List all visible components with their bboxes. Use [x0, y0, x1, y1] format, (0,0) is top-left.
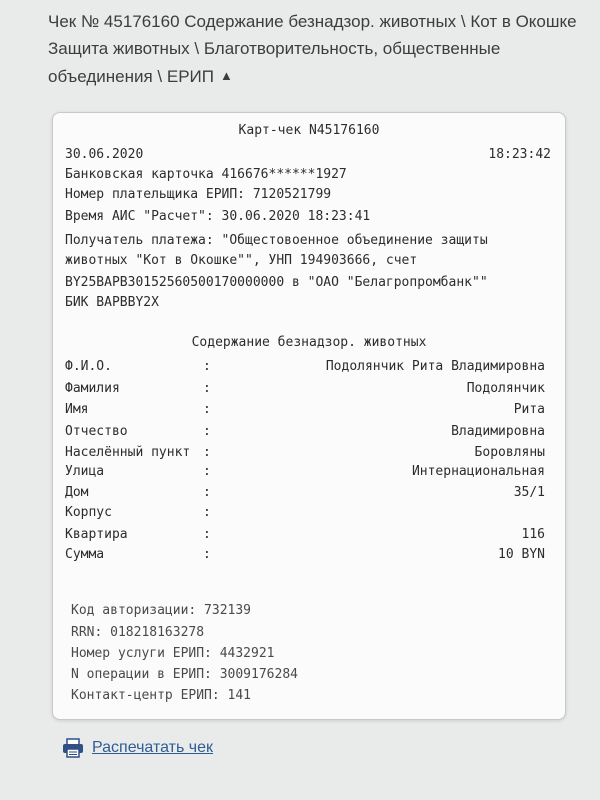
field-value: 35/1 [513, 485, 545, 500]
field-row-street [65, 462, 545, 482]
field-value: Интернациональная [411, 464, 545, 479]
field-value: 116 [521, 527, 545, 542]
field-label: Улица [65, 464, 105, 479]
rrn-line: RRN: 018218163278 [71, 625, 205, 640]
auth-code-line: Код авторизации: 732139 [71, 603, 252, 618]
field-row-house [65, 483, 545, 503]
receipt-date: 30.06.2020 [65, 147, 144, 162]
field-colon: : [203, 485, 211, 500]
field-row-patronymic [65, 422, 545, 442]
field-colon: : [203, 445, 211, 460]
caret-up-icon[interactable]: ▲ [219, 68, 233, 83]
recipient-line-4: БИК BAPBBY2X [65, 295, 159, 310]
field-label: Корпус [65, 505, 112, 520]
field-colon: : [203, 424, 211, 439]
service-number-line: Номер услуги ЕРИП: 4432921 [71, 646, 275, 661]
field-label: Населённый пункт [65, 445, 191, 460]
payer-number-line: Номер плательщика ЕРИП: 7120521799 [65, 187, 332, 202]
header-title-line-1: Чек № 45176160 Содержание безнадзор. животных \ Кот в Окошке [48, 12, 577, 31]
field-colon: : [203, 359, 211, 374]
field-colon: : [203, 505, 211, 520]
field-value: Боровляны [474, 445, 545, 460]
field-value: Подолянчик [466, 381, 545, 396]
field-row-name [65, 400, 545, 420]
operation-number-line: N операции в ЕРИП: 3009176284 [71, 667, 298, 682]
card-number-line: Банковская карточка 416676******1927 [65, 167, 347, 182]
service-section-title: Содержание безнадзор. животных [191, 335, 427, 350]
recipient-line-3: BY25BAPB30152560500170000000 в "ОАО "Белагропромбанк"" [65, 275, 488, 290]
field-label: Сумма [65, 547, 105, 562]
field-label: Дом [65, 485, 89, 500]
field-colon: : [203, 527, 211, 542]
field-colon: : [203, 464, 211, 479]
field-row-building [65, 503, 545, 523]
field-colon: : [203, 547, 211, 562]
field-label: Отчество [65, 424, 128, 439]
field-colon: : [203, 402, 211, 417]
field-label: Имя [65, 402, 89, 417]
field-value: 10 BYN [498, 547, 545, 562]
receipt-title: Карт-чек N45176160 [238, 123, 380, 138]
field-value: Рита [513, 402, 545, 417]
field-value: Подолянчик Рита Владимировна [325, 359, 545, 374]
recipient-line-2: животных "Кот в Окошке"", УНП 194903666, счет [65, 253, 418, 268]
header-title-line-2: Защита животных \ Благотворительность, общественные [48, 39, 501, 58]
receipt-panel [52, 112, 566, 720]
field-label: Фамилия [65, 381, 120, 396]
print-receipt-link[interactable]: Распечатать чек [92, 739, 213, 756]
print-receipt-action[interactable] [62, 736, 213, 760]
header-title-line-3: объединения \ ЕРИП [48, 67, 214, 86]
field-row-locality [65, 443, 545, 463]
ais-time-line: Время АИС "Расчет": 30.06.2020 18:23:41 [65, 209, 371, 224]
contact-center-line: Контакт-центр ЕРИП: 141 [71, 688, 252, 703]
field-row-apartment [65, 525, 545, 545]
recipient-line-1: Получатель платежа: "Общестовоенное объединение защиты [65, 233, 488, 248]
receipt-header-title[interactable] [48, 8, 600, 90]
field-label: Квартира [65, 527, 128, 542]
printer-icon[interactable] [62, 738, 84, 758]
field-row-surname [65, 379, 545, 399]
field-row-amount [65, 545, 545, 565]
field-colon: : [203, 381, 211, 396]
field-label: Ф.И.О. [65, 359, 112, 374]
receipt-time: 18:23:42 [488, 147, 551, 162]
field-value: Владимировна [451, 424, 545, 439]
field-row-fio [65, 357, 545, 377]
